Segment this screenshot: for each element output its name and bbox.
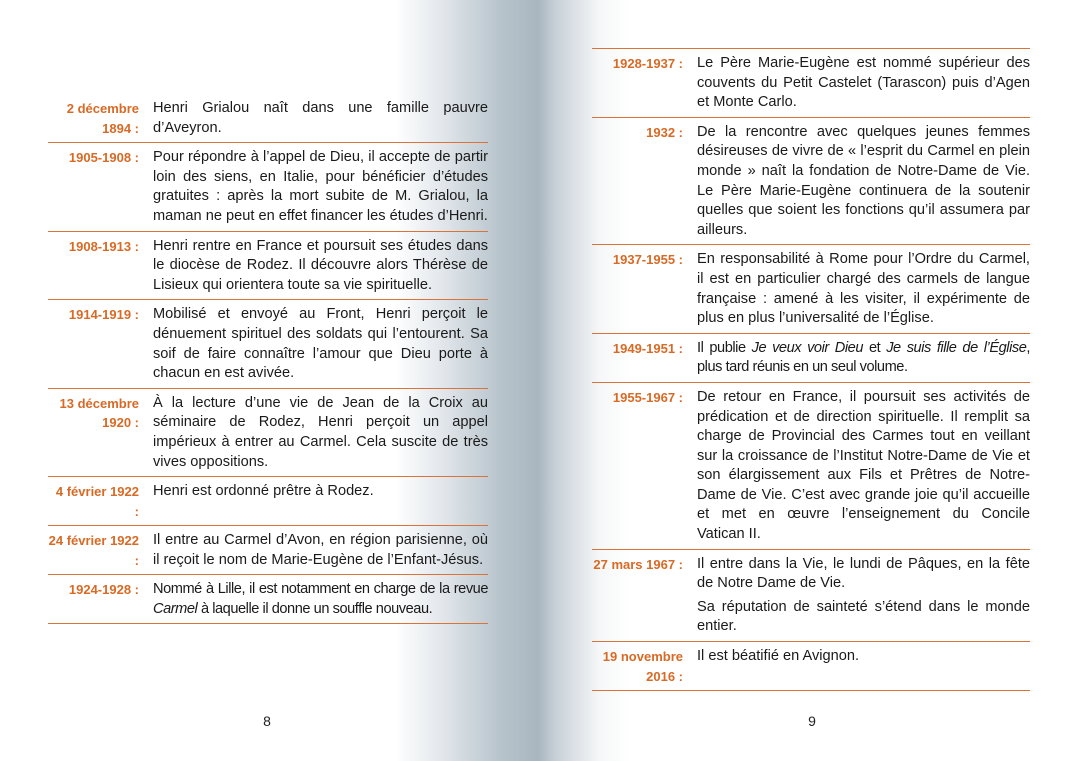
book-title: Je veux voir Dieu [751,339,863,356]
timeline-entry [48,389,488,477]
timeline-entry [48,94,488,143]
book-title: Je suis fille de l’Église [886,339,1027,356]
entry-text-part: , plus tard réunis en un seul volume. [697,339,1030,376]
entry-text: De la rencontre avec quelques jeunes femmes désireuses de vivre de « l’esprit du Carmel en plein monde » naît la fondation de Notre-Dame de Vie. Le Père Marie-Eugène continuera de la soutenir quelles que soient les fonctions qu’il assumera par ailleurs. [697,123,1030,238]
timeline-entry [48,143,488,231]
entry-date: 1914-1919 : [68,307,139,323]
timeline-right [592,48,1030,691]
timeline-entry [592,245,1030,333]
entry-text [697,339,1030,378]
entry-date: 4 février 1922 : [55,484,139,519]
entry-text-part: Il publie [697,339,752,356]
entry-date: 13 décembre 1920 : [59,395,139,431]
timeline-entry [48,575,488,624]
timeline-entry [592,118,1030,246]
entry-text: Pour répondre à l’appel de Dieu, il accepte de partir loin des siens, en Italie, pour bénéficier d’études gratuites : après la mort subite de M. Grialou, la maman ne peut en effet financer les études d’Henri. [153,149,488,224]
entry-text: Il est béatifié en Avignon. [697,648,859,665]
timeline-entry [592,383,1030,550]
entry-date: 1928-1937 : [612,56,683,71]
entry-text-part: Nommé à Lille, il est notamment en charge de la revue [153,581,488,598]
entry-date: 1937-1955 : [612,252,683,268]
timeline-entry [592,334,1030,383]
entry-text: Il entre au Carmel d’Avon, en région parisienne, où il reçoit le nom de Marie-Eugène de l’Enfant-Jésus. [153,532,488,568]
entry-paragraph: Sa réputation de sainteté s’étend dans le monde entier. [697,598,1030,635]
entry-date: 19 novembre 2016 : [602,649,683,684]
timeline-entry [48,477,488,526]
entry-date: 1924-1928 : [68,582,139,598]
entry-text [697,555,1030,637]
journal-title: Carmel [153,600,198,617]
entry-text: De retour en France, il poursuit ses activités de prédication et de direction spirituelle. Il remplit sa charge de Provincial des Carmes tout en veillant sur la croissance de l’Institut Notre-Dame de Vie et son élargissement aux Fils et Prêtres de Notre-Dame de Vie. C’est avec grande joie qu’il accueille et met en œuvre l’enseignement du Concile Vatican II. [697,388,1030,543]
entry-text: À la lecture d’une vie de Jean de la Croix au séminaire de Rodez, Henri perçoit un appel impérieux à entrer au Carmel. Cela suscite de très vives oppositions. [153,394,488,470]
right-page [540,0,1080,761]
entry-text [153,580,488,619]
timeline-entry [48,526,488,575]
entry-text-part: et [862,339,887,356]
entry-text: Henri est ordonné prêtre à Rodez. [153,483,374,500]
entry-date: 24 février 1922 : [48,533,139,568]
entry-date: 1949-1951 : [612,340,683,356]
entry-date: 1955-1967 : [612,389,683,405]
entry-text: Henri rentre en France et poursuit ses études dans le diocèse de Rodez. Il découvre alors Thérèse de Lisieux qui orientera toute sa vie spirituelle. [153,237,488,293]
timeline-entry [592,642,1030,691]
entry-text-part: à laquelle il donne un souffle nouveau. [197,600,433,617]
entry-text: Le Père Marie-Eugène est nommé supérieur des couvents du Petit Castelet (Tarascon) puis d’Agen et Monte Carlo. [697,55,1030,111]
entry-date: 1908-1913 : [68,238,139,254]
timeline-entry [592,550,1030,642]
entry-date: 1932 : [646,124,683,140]
timeline-entry [48,300,488,388]
entry-paragraph: Il entre dans la Vie, le lundi de Pâques, en la fête de Notre Dame de Vie. [697,555,1030,592]
entry-text: Henri Grialou naît dans une famille pauvre d’Aveyron. [153,100,488,136]
entry-date: 2 décembre 1894 : [66,101,139,136]
entry-text: En responsabilité à Rome pour l’Ordre du Carmel, il est en particulier chargé des carmels de langue française : amené à les visiter, il expérimente de plus en plus l’universalité de l’Église. [697,251,1030,327]
page-number: 8 [263,713,271,729]
page-number: 9 [808,713,816,729]
entry-text: Mobilisé et envoyé au Front, Henri perçoit le dénuement spirituel des soldats qui l’entourent. Sa soif de faire connaître l’amour que Dieu porte à chacun en est avivée. [153,306,488,382]
timeline-entry [592,49,1030,118]
entry-date: 1905-1908 : [68,150,139,166]
entry-date: 27 mars 1967 : [593,556,683,572]
timeline-entry [48,232,488,301]
timeline-left [48,94,488,624]
